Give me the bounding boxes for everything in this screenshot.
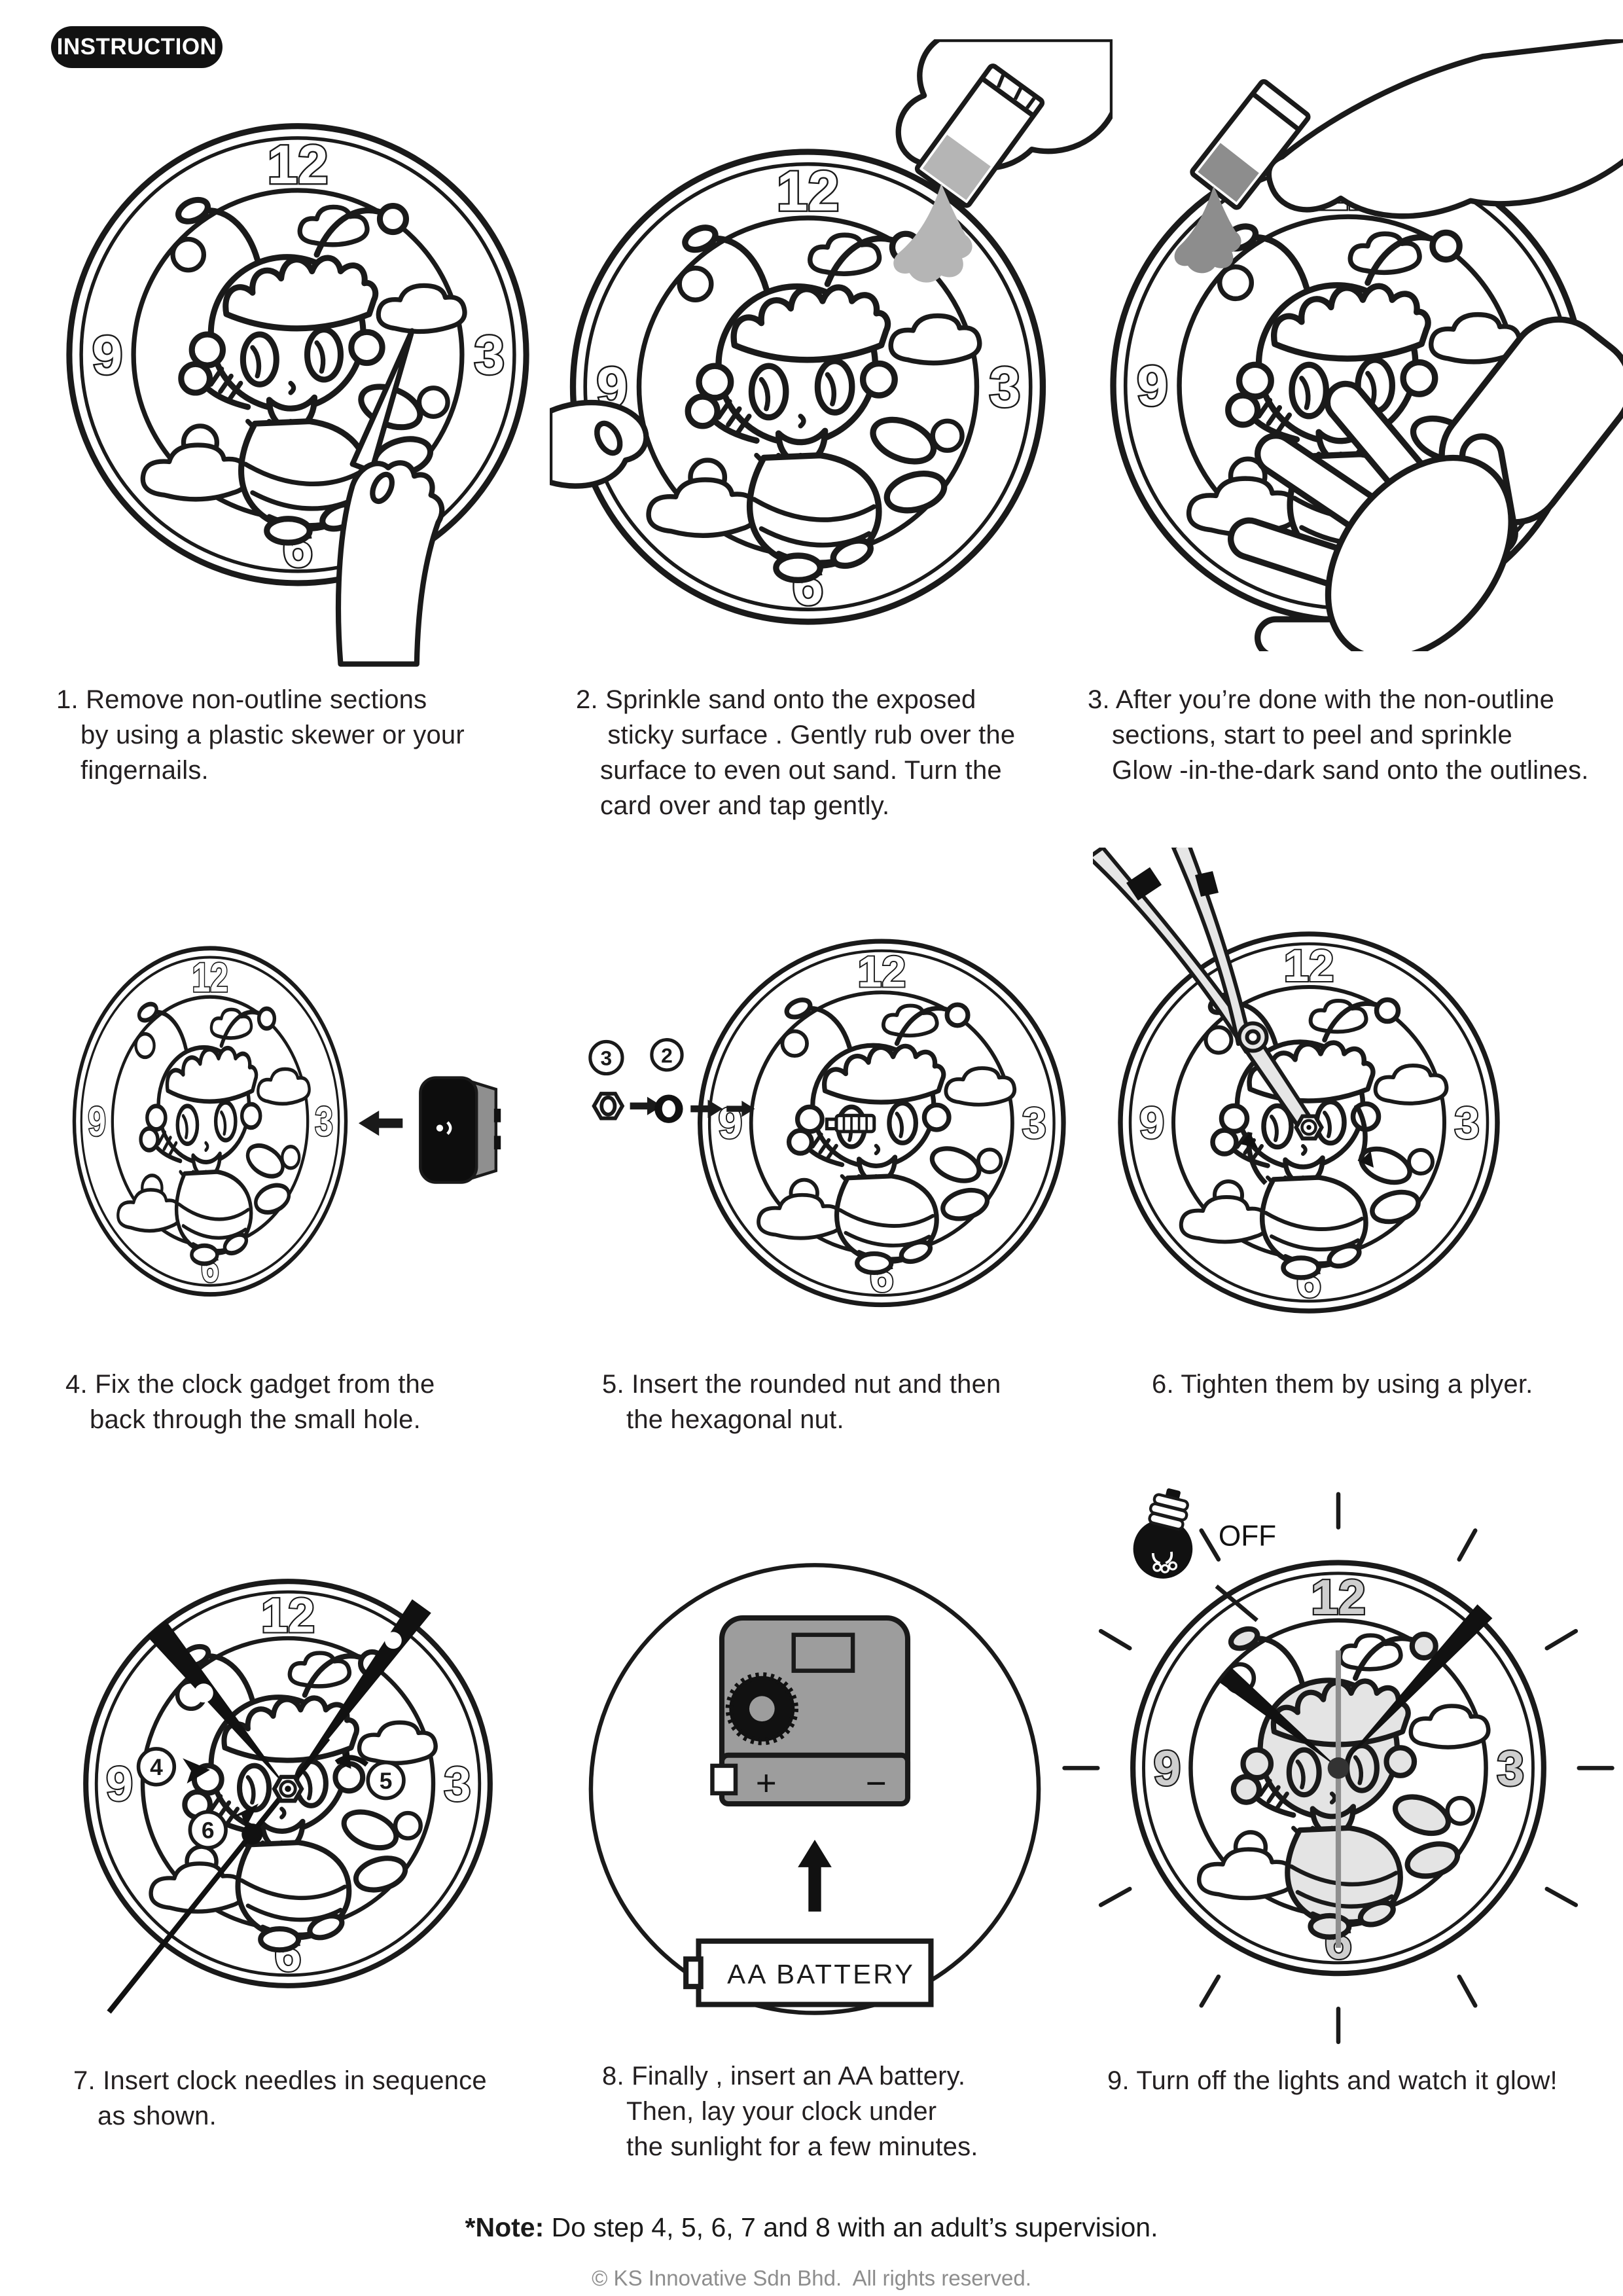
aa-battery-icon bbox=[686, 1941, 931, 2005]
step-3-illustration bbox=[1067, 39, 1623, 651]
hex-nut-label: 3 bbox=[600, 1046, 613, 1070]
step-4-caption bbox=[65, 1367, 435, 1437]
caption-line: as shown. bbox=[98, 2102, 217, 2130]
step-6-illustration bbox=[1093, 848, 1525, 1338]
step-5-caption bbox=[602, 1367, 1001, 1437]
plus-sign: + bbox=[755, 1763, 777, 1804]
step-5-illustration bbox=[569, 926, 1099, 1324]
center-nut-icon bbox=[274, 1777, 302, 1801]
caption-line: 4. Fix the clock gadget from the bbox=[65, 1370, 435, 1399]
caption-line: 8. Finally , insert an AA battery. bbox=[602, 2062, 966, 2090]
supervision-note bbox=[0, 2212, 1623, 2243]
step-1-illustration bbox=[36, 105, 560, 676]
minus-sign: − bbox=[865, 1763, 887, 1804]
caption-line: 2. Sprinkle sand onto the exposed bbox=[576, 685, 976, 714]
caption-line: 7. Insert clock needles in sequence bbox=[73, 2066, 487, 2095]
caption-line: card over and tap gently. bbox=[600, 791, 890, 820]
caption-line: Then, lay your clock under bbox=[626, 2097, 937, 2126]
caption-line: the sunlight for a few minutes. bbox=[626, 2132, 978, 2161]
step-9-illustration bbox=[1060, 1479, 1616, 2057]
caption-line: by using a plastic skewer or your bbox=[80, 721, 465, 749]
caption-line: sections, start to peel and sprinkle bbox=[1112, 721, 1512, 749]
caption-line: 6. Tighten them by using a plyer. bbox=[1152, 1370, 1533, 1399]
note-text: Do step 4, 5, 6, 7 and 8 with an adult’s supervision. bbox=[544, 2212, 1158, 2242]
insert-arrow-icon bbox=[359, 1111, 402, 1136]
caption-line: fingernails. bbox=[80, 756, 209, 785]
round-nut-icon bbox=[652, 1040, 683, 1123]
caption-line: 1. Remove non-outline sections bbox=[56, 685, 427, 714]
step-1-caption bbox=[56, 682, 465, 788]
caption-line: sticky surface . Gently rub over the bbox=[600, 721, 1016, 749]
step-6-caption bbox=[1152, 1367, 1533, 1402]
nut-on-clock-icon bbox=[1296, 1117, 1322, 1139]
copyright-footer: © KS Innovative Sdn Bhd. All rights reserved. bbox=[592, 2266, 1031, 2290]
step-3-caption bbox=[1088, 682, 1589, 788]
step-8-caption bbox=[602, 2058, 978, 2164]
caption-line: 9. Turn off the lights and watch it glow! bbox=[1107, 2066, 1558, 2095]
caption-line: back through the small hole. bbox=[90, 1405, 421, 1434]
step-7-caption bbox=[73, 2063, 487, 2134]
off-label: OFF bbox=[1218, 1520, 1277, 1552]
threaded-shaft-icon bbox=[827, 1115, 874, 1132]
round-nut-label: 2 bbox=[661, 1043, 673, 1067]
step-2-illustration bbox=[550, 39, 1113, 651]
hex-nut-icon bbox=[590, 1041, 622, 1118]
caption-line: 3. After you’re done with the non-outline bbox=[1088, 685, 1555, 714]
minute-needle-label: 5 bbox=[379, 1768, 393, 1795]
clock-movement-icon bbox=[712, 1618, 908, 1804]
clock-gadget-icon bbox=[420, 1078, 501, 1183]
caption-line: the hexagonal nut. bbox=[626, 1405, 844, 1434]
step-8-illustration bbox=[582, 1525, 1047, 2053]
second-needle-label: 6 bbox=[201, 1818, 215, 1844]
hanger-hole bbox=[794, 1635, 853, 1671]
instruction-badge: INSTRUCTION bbox=[51, 26, 223, 68]
step-9-caption bbox=[1107, 2063, 1558, 2098]
step-4-illustration bbox=[59, 929, 563, 1336]
aa-battery-label: AA BATTERY bbox=[727, 1958, 916, 1990]
hour-needle-label: 4 bbox=[150, 1755, 163, 1781]
caption-line: Glow -in-the-dark sand onto the outlines. bbox=[1112, 756, 1589, 785]
caption-line: 5. Insert the rounded nut and then bbox=[602, 1370, 1001, 1399]
step-2-caption bbox=[576, 682, 1015, 823]
step-7-illustration bbox=[46, 1512, 530, 2038]
caption-line: surface to even out sand. Turn the bbox=[600, 756, 1002, 785]
note-prefix: *Note: bbox=[465, 2212, 544, 2242]
